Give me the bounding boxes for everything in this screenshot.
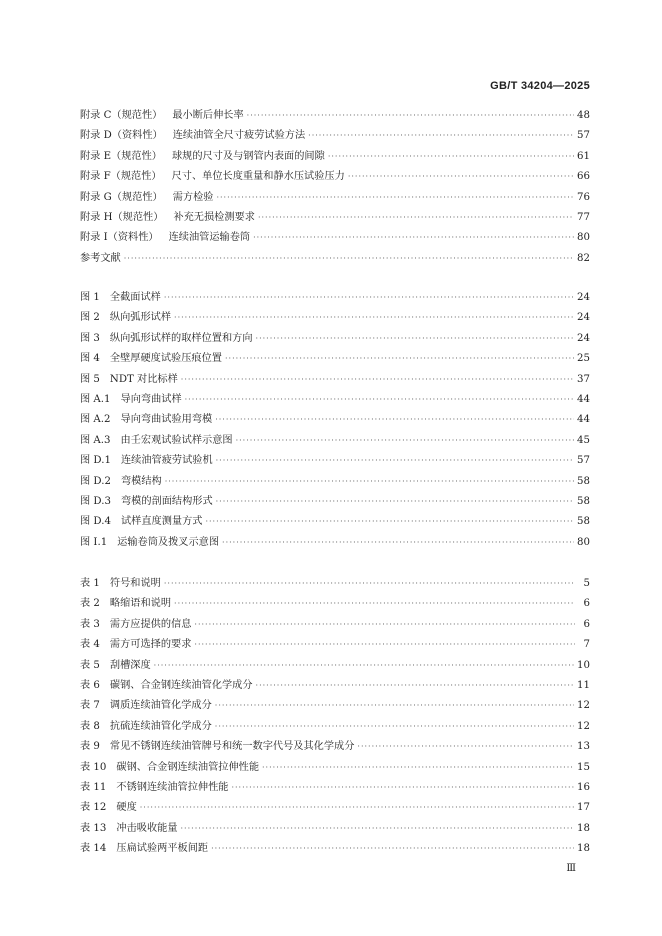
entry-page: 37	[577, 373, 590, 385]
toc-table-entry[interactable]	[80, 737, 590, 757]
entry-number: 表 2	[80, 598, 100, 610]
entry-number: 表 8	[80, 720, 100, 732]
toc-table-entry[interactable]	[80, 594, 590, 614]
dot-leader	[215, 415, 574, 424]
entry-title: 略缩语和说明	[109, 598, 172, 610]
toc-annex-entry[interactable]	[80, 188, 590, 208]
entry-page: 58	[577, 495, 590, 507]
dot-leader	[216, 193, 574, 202]
entry-number: 表 3	[80, 618, 100, 630]
entry-number: 表 7	[80, 700, 100, 712]
dot-leader	[185, 395, 574, 404]
entry-number: 附录 C（规范性）	[80, 110, 163, 121]
entry-title: 由壬宏观试验试样示意图	[120, 434, 233, 446]
dot-leader	[258, 213, 574, 222]
entry-number: 附录 E（规范性）	[80, 150, 162, 162]
entry-page: 66	[577, 171, 590, 183]
toc-figure-entry[interactable]	[80, 390, 590, 410]
entry-title: 碳钢、合金钢连续油管拉伸性能	[116, 761, 260, 773]
toc-figure-entry[interactable]	[80, 308, 590, 328]
entry-page: 80	[577, 536, 590, 548]
entry-title: 连续油管全尺寸疲劳试验方法	[172, 130, 306, 142]
dot-leader	[216, 456, 574, 465]
toc-annex-entry[interactable]	[80, 228, 590, 248]
toc-annex-entry[interactable]	[80, 167, 590, 187]
entry-page: 7	[583, 639, 590, 651]
entry-title: 需方可选择的要求	[109, 639, 192, 651]
entry-page: 17	[577, 802, 590, 814]
dot-leader	[216, 497, 574, 506]
entry-title: 冲击吸收能量	[116, 822, 178, 834]
entry-number: 图 A.1	[80, 393, 111, 405]
entry-title: 导向弯曲试样	[120, 393, 182, 405]
toc-table-entry[interactable]	[80, 798, 590, 818]
entry-page: 24	[577, 332, 590, 344]
dot-leader	[181, 824, 575, 833]
entry-page: 15	[577, 761, 590, 773]
dot-leader	[165, 477, 574, 486]
toc-annex-entry[interactable]	[80, 249, 590, 269]
entry-number: 表 9	[80, 741, 100, 753]
toc-table-entry[interactable]	[80, 574, 590, 594]
entry-title: 硬度	[116, 802, 137, 814]
toc-figure-entry[interactable]	[80, 410, 590, 430]
toc-table-entry[interactable]	[80, 819, 590, 839]
entry-title: 符号和说明	[109, 578, 161, 589]
entry-title: 尺寸、单位长度重量和静水压试验压力	[171, 171, 345, 183]
entry-number: 图 A.3	[80, 434, 111, 446]
toc-figure-entry[interactable]	[80, 492, 590, 512]
entry-number: 表 14	[80, 843, 107, 855]
dot-leader	[174, 313, 574, 322]
entry-page: 44	[577, 393, 590, 405]
dot-leader	[231, 783, 574, 792]
entry-number: 图 D.1	[80, 455, 111, 467]
entry-page: 82	[577, 252, 590, 264]
toc-table-entry[interactable]	[80, 778, 590, 798]
dot-leader	[357, 742, 574, 751]
dot-leader	[225, 354, 574, 363]
entry-page: 58	[577, 516, 590, 528]
dot-leader	[154, 661, 574, 670]
dot-leader	[215, 722, 574, 731]
entry-title: 全壁厚硬度试验压痕位置	[109, 353, 222, 365]
entry-page: 12	[577, 720, 590, 732]
entry-title: 导向弯曲试验用弯模	[120, 414, 213, 426]
dot-leader	[262, 763, 574, 772]
toc-figure-entry[interactable]	[80, 431, 590, 451]
figure-list	[80, 288, 590, 553]
entry-title: 运输卷筒及拨叉示意图	[117, 536, 220, 548]
entry-page: 24	[577, 292, 590, 303]
entry-page: 58	[577, 475, 590, 487]
entry-title: 连续油管疲劳试验机	[120, 455, 213, 467]
entry-number: 图 2	[80, 312, 100, 324]
table-list	[80, 574, 590, 859]
entry-page: 76	[577, 191, 590, 203]
entry-number: 表 11	[80, 781, 107, 793]
annex-list	[80, 106, 590, 269]
entry-title: 最小断后伸长率	[172, 110, 244, 121]
entry-title: 弯模结构	[120, 475, 162, 487]
dot-leader	[247, 111, 574, 120]
dot-leader	[124, 254, 574, 263]
dot-leader	[222, 538, 574, 547]
entry-page: 11	[577, 679, 590, 691]
entry-title: 碳钢、合金钢连续油管化学成分	[109, 679, 253, 691]
entry-number: 附录 H（规范性）	[80, 211, 164, 223]
entry-title: 连续油管运输卷筒	[168, 232, 251, 244]
entry-page: 6	[583, 618, 590, 630]
dot-leader	[164, 579, 575, 588]
entry-number: 图 1	[80, 292, 100, 303]
entry-number: 图 I.1	[80, 536, 108, 548]
entry-title: 常见不锈钢连续油管牌号和统一数字代号及其化学成分	[109, 741, 355, 753]
toc-figure-entry[interactable]	[80, 533, 590, 553]
entry-title: 需方检验	[172, 191, 214, 203]
entry-number: 附录 D（资料性）	[80, 130, 163, 142]
toc-figure-entry[interactable]	[80, 349, 590, 369]
entry-number: 附录 F（规范性）	[80, 171, 162, 183]
toc-figure-entry[interactable]	[80, 288, 590, 308]
entry-page: 18	[577, 822, 590, 834]
toc-annex-entry[interactable]	[80, 126, 590, 146]
entry-title: 不锈钢连续油管拉伸性能	[116, 781, 229, 793]
dot-leader	[140, 803, 574, 812]
entry-page: 18	[577, 843, 590, 855]
entry-page: 80	[577, 232, 590, 244]
toc-table-entry[interactable]	[80, 696, 590, 716]
entry-number: 图 D.2	[80, 475, 111, 487]
entry-page: 45	[577, 434, 590, 446]
entry-number: 参考文献	[80, 252, 121, 264]
toc-table-entry[interactable]	[80, 656, 590, 676]
entry-page: 5	[583, 578, 590, 589]
entry-page: 13	[577, 741, 590, 753]
entry-number: 图 3	[80, 332, 100, 344]
dot-leader	[211, 844, 574, 853]
dot-leader	[215, 701, 574, 710]
entry-page: 48	[577, 110, 590, 121]
toc-table-entry[interactable]	[80, 758, 590, 778]
entry-number: 表 13	[80, 822, 107, 834]
toc-annex-entry[interactable]	[80, 106, 590, 126]
entry-number: 表 12	[80, 802, 107, 814]
dot-leader	[205, 517, 574, 526]
entry-number: 附录 G（规范性）	[80, 191, 163, 203]
entry-title: NDT 对比标样	[109, 373, 178, 385]
entry-title: 试样直度测量方式	[120, 516, 203, 528]
entry-title: 调质连续油管化学成分	[109, 700, 212, 712]
entry-title: 全截面试样	[109, 292, 161, 303]
entry-number: 附录 I（资料性）	[80, 232, 159, 244]
entry-number: 图 D.3	[80, 495, 111, 507]
entry-title: 抗硫连续油管化学成分	[109, 720, 212, 732]
entry-number: 图 4	[80, 353, 100, 365]
toc-annex-entry[interactable]	[80, 208, 590, 228]
toc-table-entry[interactable]	[80, 615, 590, 635]
toc-figure-entry[interactable]	[80, 472, 590, 492]
entry-title: 补充无损检测要求	[173, 211, 255, 223]
dot-leader	[256, 681, 574, 690]
entry-page: 57	[577, 455, 590, 467]
dot-leader	[236, 436, 574, 445]
entry-number: 表 5	[80, 659, 100, 671]
entry-page: 16	[577, 781, 590, 793]
entry-page: 25	[577, 353, 590, 365]
toc-table-entry[interactable]	[80, 839, 590, 859]
entry-page: 61	[577, 150, 590, 162]
dot-leader	[308, 131, 574, 140]
dot-leader	[194, 640, 575, 649]
toc-table-entry[interactable]	[80, 635, 590, 655]
dot-leader	[348, 172, 574, 181]
entry-number: 表 10	[80, 761, 107, 773]
dot-leader	[328, 152, 574, 161]
page-number: Ⅲ	[566, 863, 576, 874]
entry-number: 表 6	[80, 679, 100, 691]
entry-number: 图 D.4	[80, 516, 111, 528]
entry-title: 纵向弧形试样的取样位置和方向	[109, 332, 253, 344]
entry-number: 表 4	[80, 639, 100, 651]
entry-page: 12	[577, 700, 590, 712]
entry-page: 24	[577, 312, 590, 324]
entry-title: 球规的尺寸及与钢管内表面的间隙	[172, 150, 325, 162]
entry-number: 表 1	[80, 578, 100, 589]
entry-title: 纵向弧形试样	[109, 312, 172, 324]
entry-page: 6	[583, 598, 590, 610]
toc-figure-entry[interactable]	[80, 370, 590, 390]
entry-title: 弯模的剖面结构形式	[120, 495, 213, 507]
entry-page: 77	[577, 211, 590, 223]
entry-page: 57	[577, 130, 590, 142]
dot-leader	[194, 620, 575, 629]
entry-number: 图 5	[80, 373, 100, 385]
entry-title: 需方应提供的信息	[109, 618, 192, 630]
dot-leader	[253, 233, 574, 242]
entry-page: 10	[577, 659, 590, 671]
entry-title: 压扁试验两平板间距	[116, 843, 209, 855]
toc-table-entry[interactable]	[80, 717, 590, 737]
dot-leader	[256, 334, 574, 343]
dot-leader	[174, 599, 575, 608]
toc-figure-entry[interactable]	[80, 451, 590, 471]
standard-code: GB/T 34204—2025	[490, 80, 590, 92]
toc-figure-entry[interactable]	[80, 512, 590, 532]
toc-annex-entry[interactable]	[80, 147, 590, 167]
entry-page: 44	[577, 414, 590, 426]
entry-number: 图 A.2	[80, 414, 111, 426]
dot-leader	[181, 375, 574, 384]
toc-table-entry[interactable]	[80, 676, 590, 696]
toc-figure-entry[interactable]	[80, 329, 590, 349]
entry-title: 刮槽深度	[109, 659, 151, 671]
dot-leader	[164, 293, 574, 302]
